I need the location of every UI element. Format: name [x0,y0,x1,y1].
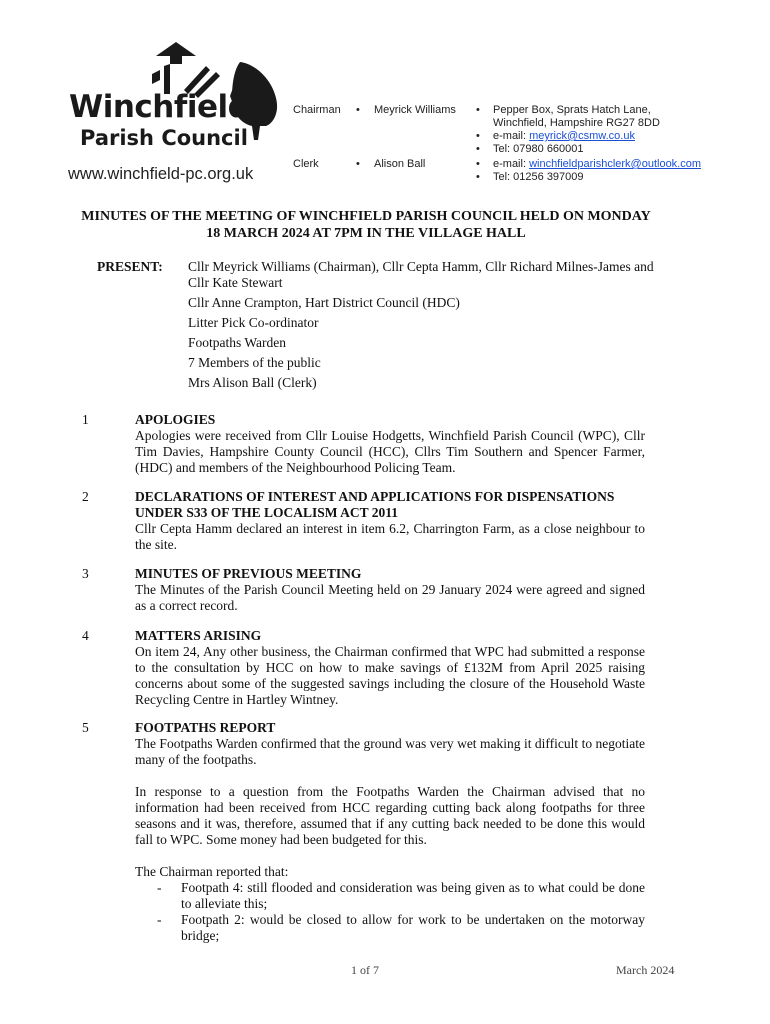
chairman-tel: Tel: 07980 660001 [493,143,584,155]
section-paragraph: Apologies were received from Cllr Louise Hodgetts, Winchfield Parish Council (WPC), Cllr Tim Davies, Hampshire County Council (HCC), Cllrs Tim Southern and Spencer Farmer, (HDC) and members of the Neighbourhood Policing Team. [135,428,645,475]
section-heading: MATTERS ARISING [135,628,262,643]
section-apologies [135,412,645,476]
chairman-address-line2: Winchfield, Hampshire RG27 8DD [493,117,660,129]
clerk-role: Clerk [293,158,319,170]
page-number: 1 of 7 [351,963,379,977]
present-line: Cllr Meyrick Williams (Chairman), Cllr Cepta Hamm, Cllr Richard Milnes-James and Cllr Kate Stewart [188,259,654,290]
email-label: e-mail: [493,130,530,142]
footer-date: March 2024 [616,963,675,977]
logo-wordmark: Winchfield [69,89,250,125]
bullet: • [356,104,360,116]
chairman-name: Meyrick Williams [374,104,456,116]
clerk-email-row [493,158,701,171]
clerk-name: Alison Ball [374,158,426,170]
present-line: Footpaths Warden [188,335,287,350]
present-line: Cllr Anne Crampton, Hart District Council (HDC) [188,295,460,310]
list-item: - Footpath 2: would be closed to allow for work to be undertaken on the motorway bridge; [135,912,645,944]
present-list [188,259,660,395]
present-label: PRESENT: [97,259,163,274]
bullet: • [356,158,360,170]
section-number: 4 [82,628,89,643]
bullet: • [476,104,480,116]
section-paragraph: The Minutes of the Parish Council Meeting held on 29 January 2024 were agreed and signed as a correct record. [135,582,645,613]
list-item: - Footpath 4: still flooded and consideration was being given as to what could be done to alleviate this; [135,880,645,912]
email-label: e-mail: [493,158,530,170]
section-matters-arising [135,628,645,708]
section-number: 1 [82,412,89,427]
section-footpaths-report [135,720,645,944]
present-line: Mrs Alison Ball (Clerk) [188,375,317,390]
chairman-email-link[interactable]: meyrick@csmw.co.uk [529,130,635,142]
chairman-email-row [493,130,635,143]
bullet: • [476,158,480,170]
chairman-address-line1: Pepper Box, Sprats Hatch Lane, [493,104,651,116]
clerk-email-link[interactable]: winchfieldparishclerk@outlook.com [529,158,702,170]
section-paragraph: In response to a question from the Footpaths Warden the Chairman advised that no information had been received from HCC regarding cutting back along footpaths for three seasons and it was, therefore, assumed that if any cutting back needed to be done this would fall to WPC. Some money had been budgeted for this. [135,784,645,847]
section-number: 3 [82,566,89,581]
present-line: Litter Pick Co-ordinator [188,315,319,330]
section-heading: APOLOGIES [135,412,216,427]
document-title: MINUTES OF THE MEETING OF WINCHFIELD PARISH COUNCIL HELD ON MONDAY 18 MARCH 2024 AT 7PM IN THE VILLAGE HALL [81,209,651,241]
bullet: • [476,130,480,142]
present-line: 7 Members of the public [188,355,321,370]
section-paragraph: The Footpaths Warden confirmed that the ground was very wet making it difficult to negotiate many of the footpaths. [135,736,645,767]
bullet: • [476,143,480,155]
section-paragraph: The Chairman reported that: [135,864,289,879]
section-number: 2 [82,489,89,504]
bullet: • [476,171,480,183]
council-logo [66,40,288,160]
section-declarations [135,489,645,553]
website-link[interactable]: www.winchfield-pc.org.uk [68,165,254,183]
footpath-list [135,880,645,944]
chairman-role: Chairman [293,104,341,116]
section-number: 5 [82,720,89,735]
logo-subtitle: Parish Council [80,126,248,150]
section-paragraph: On item 24, Any other business, the Chairman confirmed that WPC had submitted a response to the consultation by HCC on how to make savings of £132M from April 2025 raising concerns about some of the suggested savings including the closure of the Household Waste Recycling Centre in Hartley Wintney. [135,644,645,707]
section-heading: FOOTPATHS REPORT [135,720,276,735]
section-heading: DECLARATIONS OF INTEREST AND APPLICATIONS FOR DISPENSATIONS UNDER S33 OF THE LOCALISM ACT 2011 [135,489,615,520]
section-paragraph: Cllr Cepta Hamm declared an interest in item 6.2, Charrington Farm, as a close neighbour to the site. [135,521,645,552]
section-previous-minutes [135,566,645,614]
clerk-tel: Tel: 01256 397009 [493,171,584,183]
section-heading: MINUTES OF PREVIOUS MEETING [135,566,362,581]
